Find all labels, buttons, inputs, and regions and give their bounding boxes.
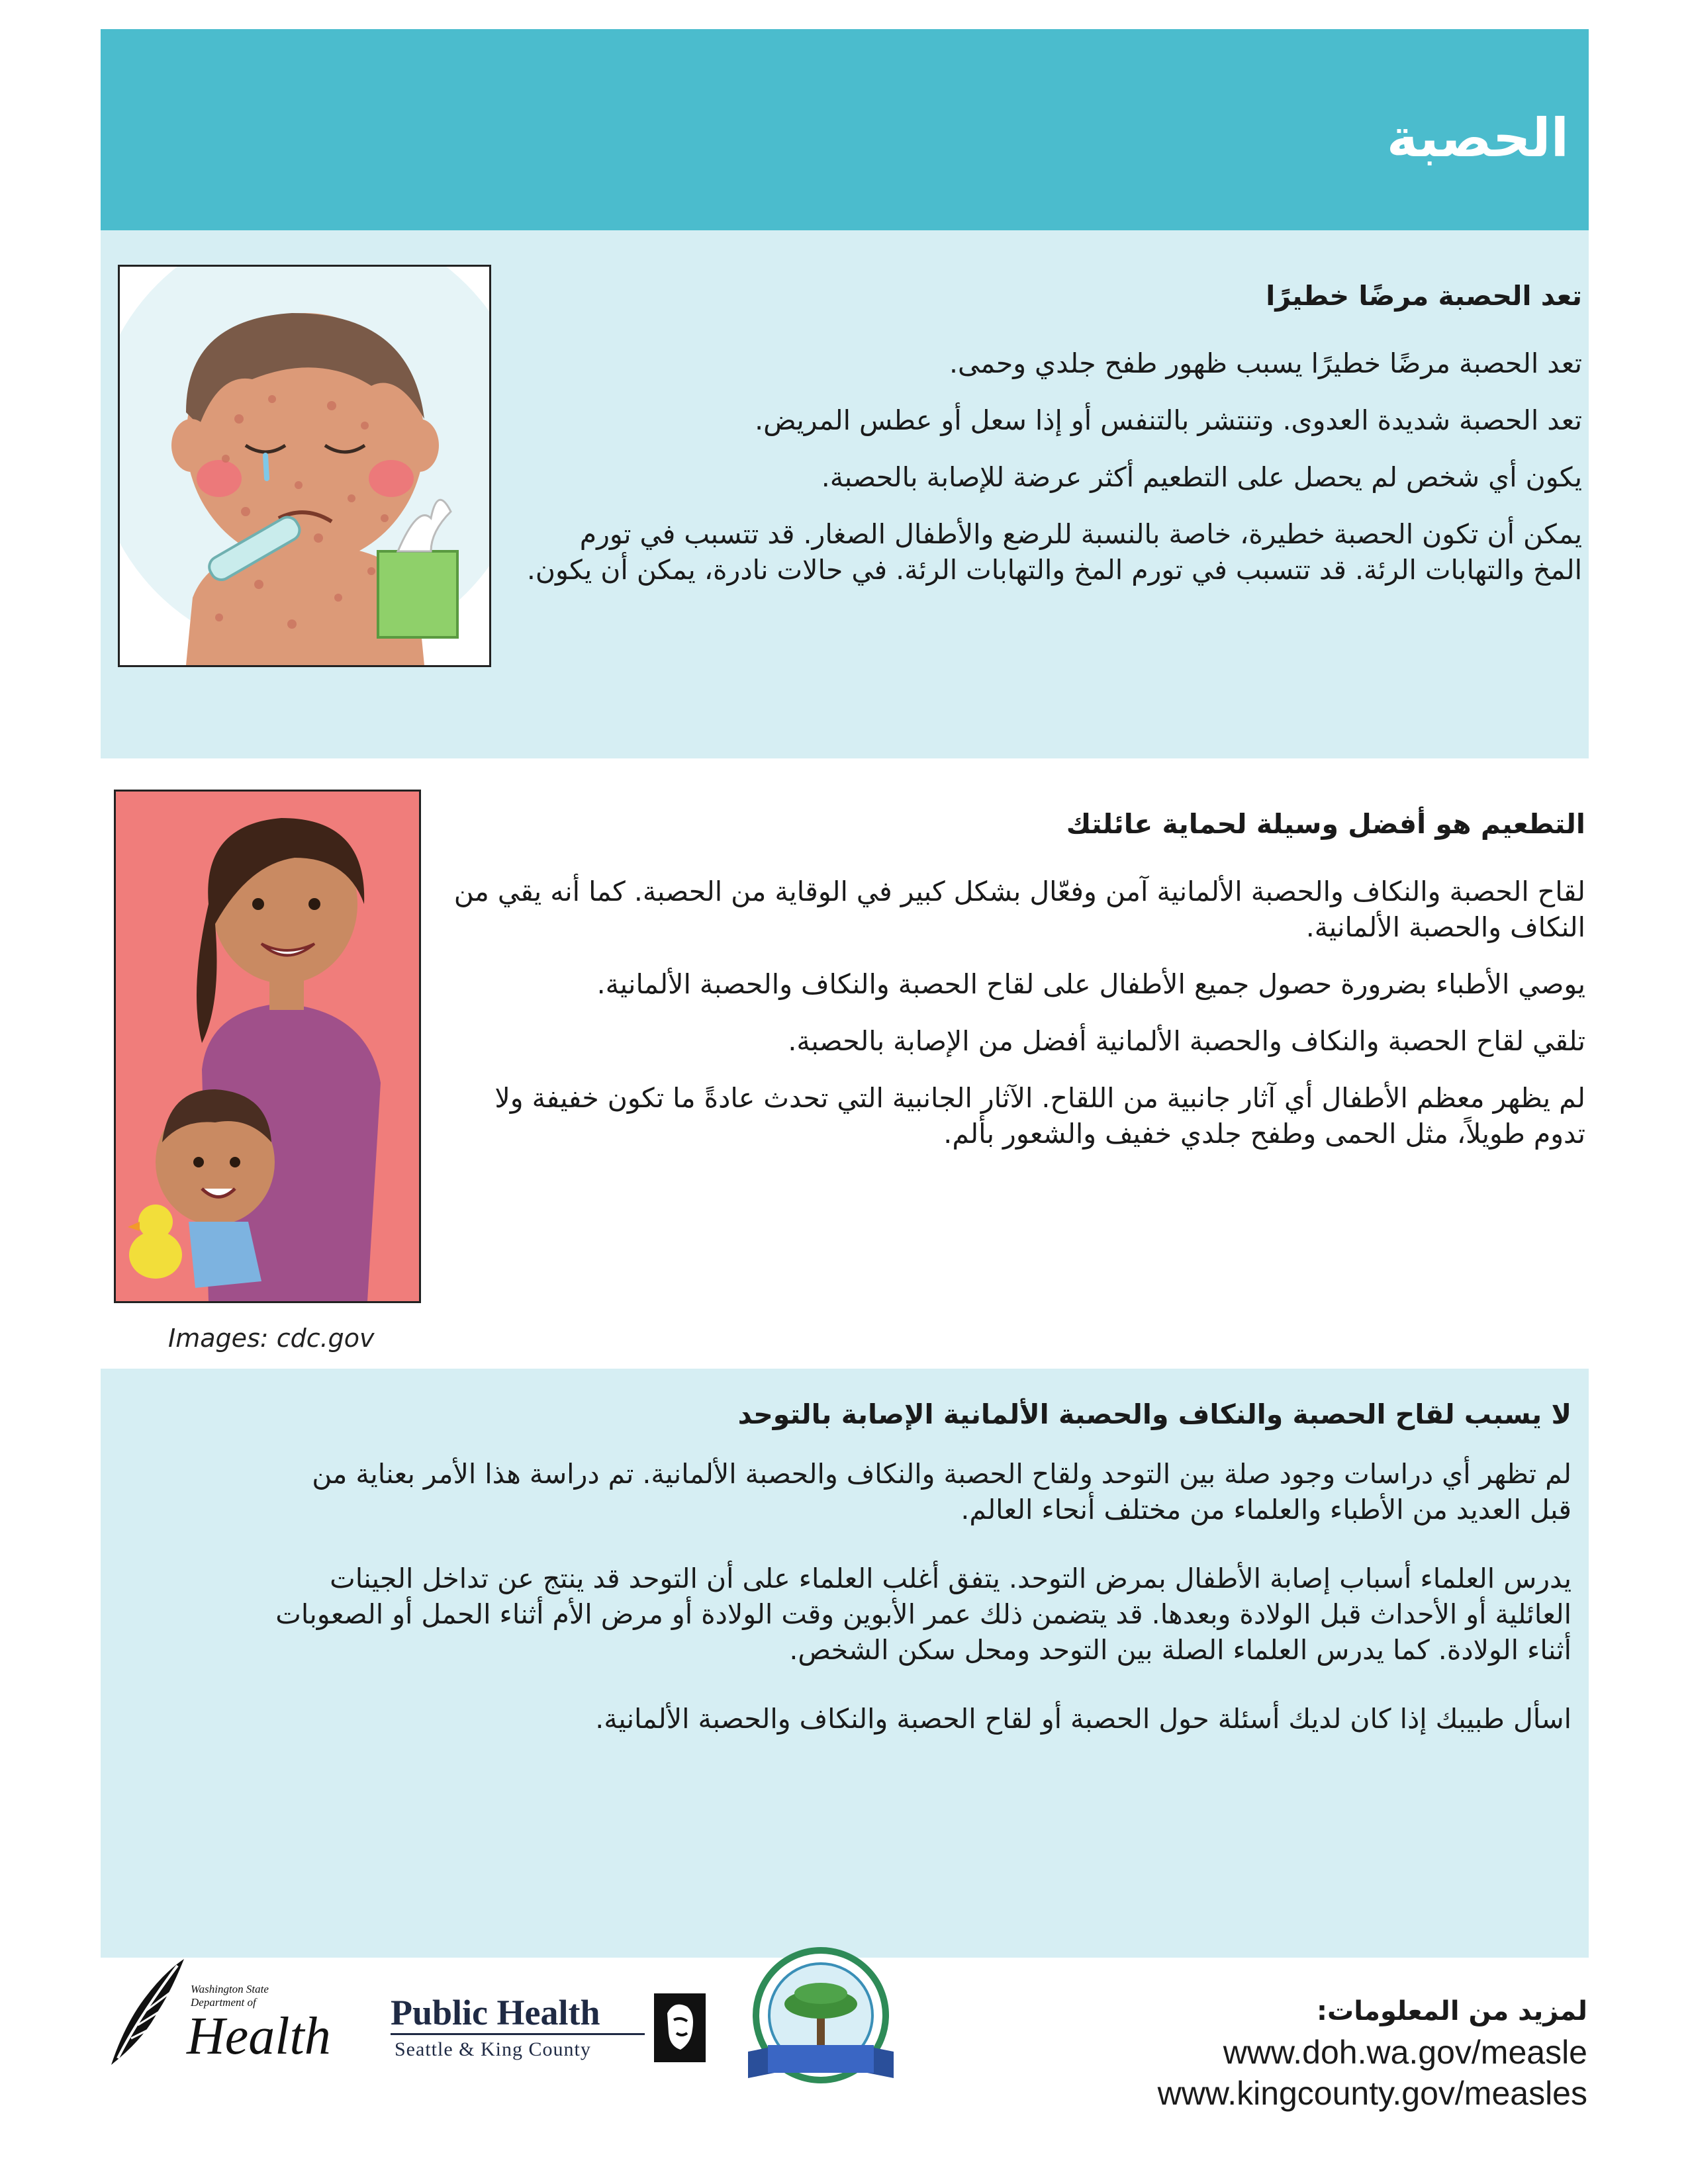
mother-child-image [116, 792, 419, 1301]
feather-icon [98, 1952, 191, 2071]
section-heading: التطعيم هو أفضل وسيلة لحماية عائلتك [1066, 808, 1585, 840]
paragraph: لقاح الحصبة والنكاف والحصبة الألمانية آمن وفعّال بشكل كبير في الوقاية من الحصبة. كما أنه يقي من النكاف والحصبة الألمانية. [453, 876, 1585, 943]
page-title: الحصبة [1386, 107, 1569, 169]
somali-health-board-seal [741, 1946, 900, 2098]
paragraph: اسأل طبيبك إذا كان لديك أسئلة حول الحصبة أو لقاح الحصبة والنكاف والحصبة الألمانية. [595, 1703, 1571, 1735]
public-health-title: Public Health [391, 1993, 600, 2032]
paragraph: لم يظهر معظم الأطفال أي آثار جانبية من اللقاح. الآثار الجانبية التي تحدث عادةً ما تكون خفيفة ولا تدوم طويلاً، مثل الحمى وطفح جلدي خفيف والشعور بألم. [494, 1082, 1585, 1150]
paragraph: يوصي الأطباء بضرورة حصول جميع الأطفال على لقاح الحصبة والنكاف والحصبة الألمانية. [596, 968, 1585, 1000]
section-heading: تعد الحصبة مرضًا خطيرًا [1266, 280, 1582, 312]
doh-health-label: Health [187, 2007, 331, 2066]
section-autism [264, 1396, 1571, 1770]
section-vaccination-best [453, 806, 1585, 1173]
paragraph: تعد الحصبة مرضًا خطيرًا يسبب ظهور طفح جلدي وحمى. [949, 347, 1582, 379]
page-header [101, 29, 1589, 230]
doh-measles-link[interactable]: www.doh.wa.gov/measle [1223, 2034, 1587, 2071]
more-info-label: لمزيد من المعلومات: [1317, 1996, 1587, 2026]
paragraph: يدرس العلماء أسباب إصابة الأطفال بمرض التوحد. يتفق أغلب العلماء على أن التوحد قد ينتج عن تداخل الجينات العائلية أو الأحداث قبل الولادة وبعدها. قد يتضمن ذلك عمر الأبوين وقت الولادة أو مرض الأم أثناء الحمل أو الصعوبات أثناء الولادة. كما يدرس العلماء الصلة بين التوحد ومحل سكن الشخص. [275, 1563, 1571, 1666]
doh-department-label: Washington State Department of [191, 1983, 269, 2009]
image-credit: Images: cdc.gov [168, 1324, 375, 1353]
section-measles-serious [523, 278, 1582, 609]
paragraph: يكون أي شخص لم يحصل على التطعيم أكثر عرضة للإصابة بالحصبة. [821, 461, 1582, 493]
sick-child-illustration [118, 265, 491, 667]
paragraph: لم تظهر أي دراسات وجود صلة بين التوحد ولقاح الحصبة والنكاف والحصبة الألمانية. تم دراسة هذا الأمر بعناية من قبل العديد من الأطباء والعلماء من مختلف أنحاء العالم. [312, 1458, 1571, 1525]
sick-child-image [120, 267, 489, 665]
public-health-logo [391, 1992, 722, 2065]
paragraph: تلقي لقاح الحصبة والنكاف والحصبة الألمانية أفضل من الإصابة بالحصبة. [788, 1025, 1585, 1057]
public-health-subtitle: Seattle & King County [395, 2038, 591, 2060]
paragraph: يمكن أن تكون الحصبة خطيرة، خاصة بالنسبة للرضع والأطفال الصغار. قد تتسبب في تورم المخ والتهابات الرئة. قد تتسبب في تورم المخ والتهابات الرئة. في حالات نادرة، يمكن أن يكون. [526, 518, 1582, 586]
section-heading: لا يسبب لقاح الحصبة والنكاف والحصبة الألمانية الإصابة بالتوحد [737, 1398, 1571, 1430]
kingcounty-measles-link[interactable]: www.kingcounty.gov/measles [1157, 2075, 1587, 2112]
doh-logo [98, 1952, 363, 2071]
portrait-icon [654, 1993, 706, 2062]
divider [391, 2033, 645, 2035]
mother-child-illustration [114, 790, 421, 1303]
more-info-block [1158, 1996, 1587, 2114]
paragraph: تعد الحصبة شديدة العدوى. وتنتشر بالتنفس أو إذا سعل أو عطس المريض. [755, 404, 1582, 436]
somali-health-board-logo [741, 1946, 900, 2098]
